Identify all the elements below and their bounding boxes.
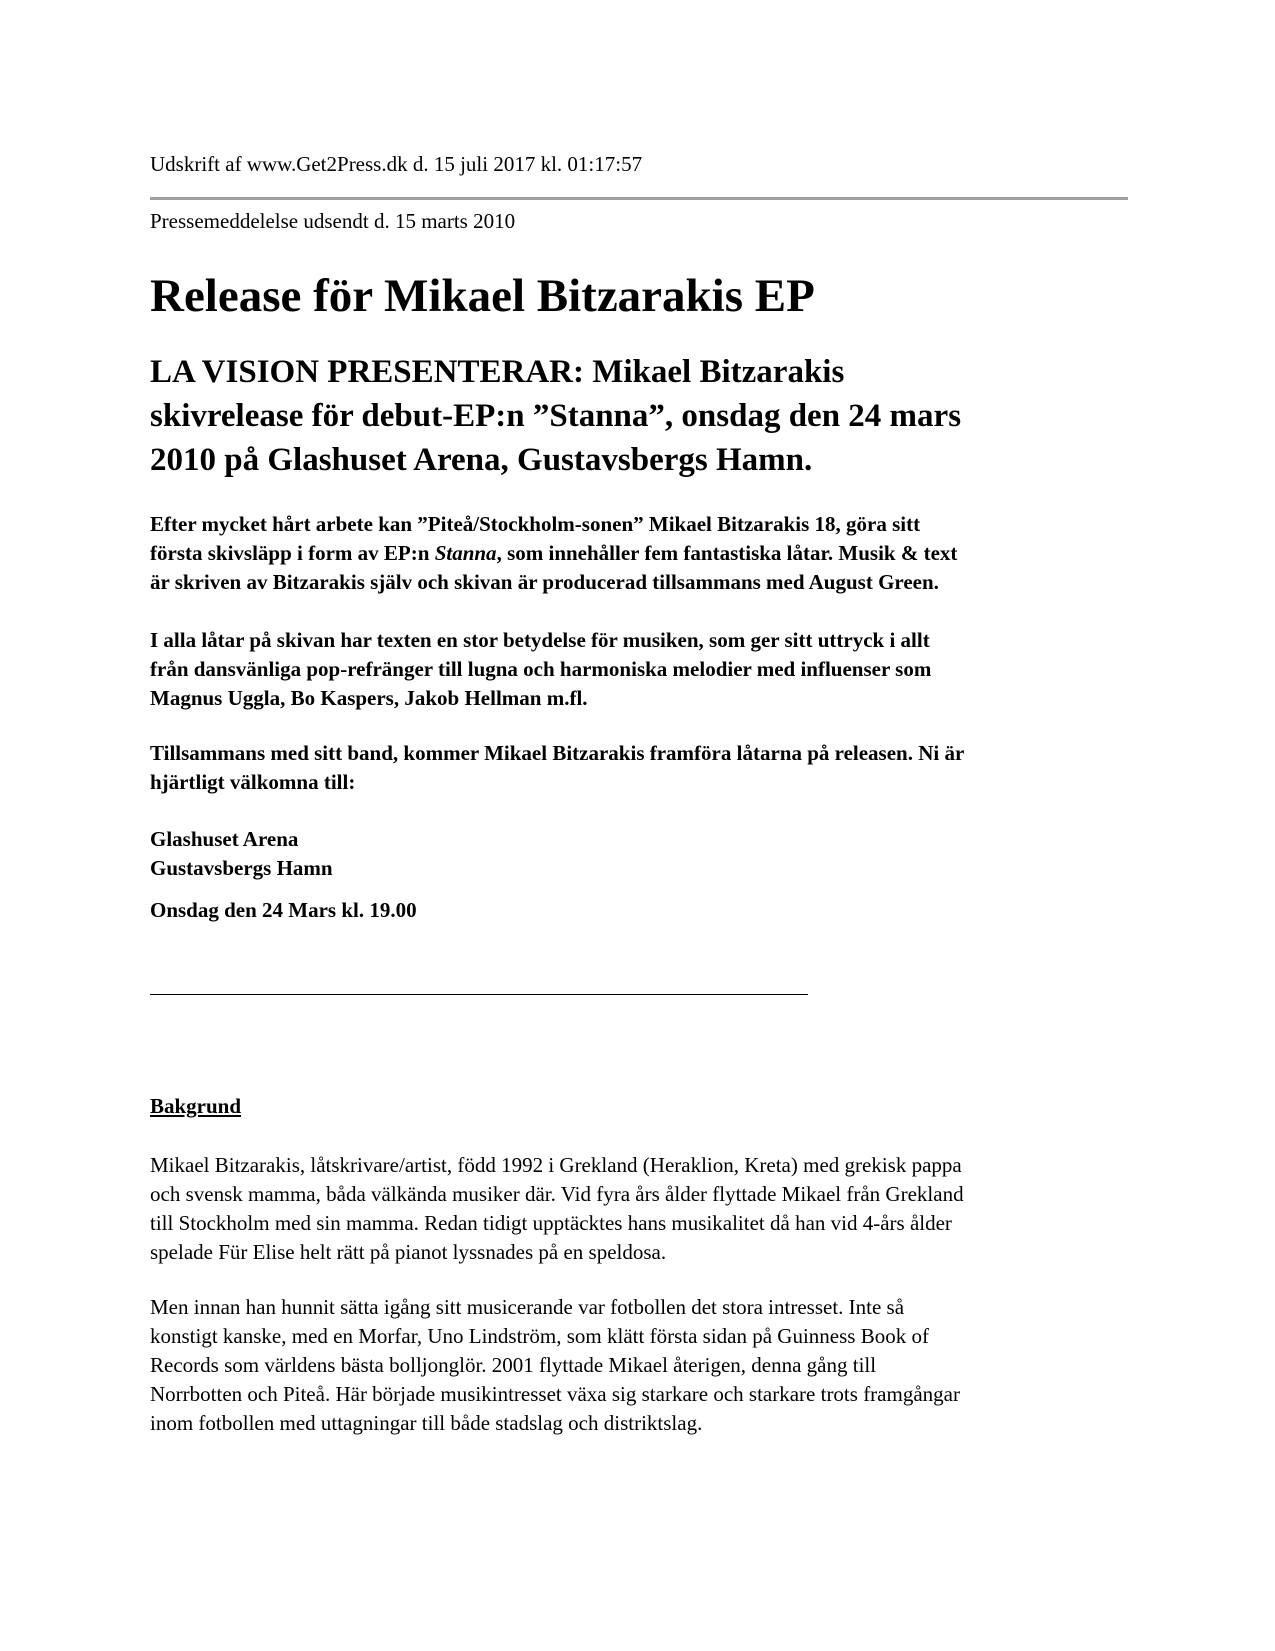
subtitle-line: skivrelease för debut-EP:n ”Stanna”, onsdag den 24 mars — [150, 398, 962, 434]
intro-line — [150, 539, 957, 568]
venue-block — [150, 825, 333, 883]
print-header: Udskrift af www.Get2Press.dk d. 15 juli 2017 kl. 01:17:57 — [150, 152, 643, 176]
section-divider — [150, 994, 808, 995]
page-title: Release för Mikael Bitzarakis EP — [150, 270, 815, 322]
lyrics-paragraph — [150, 626, 931, 713]
subtitle — [150, 350, 1130, 482]
body-line: Men innan han hunnit sätta igång sitt musicerande var fotbollen det stora intresset. Inte så — [150, 1295, 905, 1319]
paragraph-line: hjärtligt välkomna till: — [150, 770, 356, 794]
venue-location: Gustavsbergs Hamn — [150, 856, 333, 880]
subtitle-line: 2010 på Glashuset Arena, Gustavsbergs Hamn. — [150, 442, 813, 478]
sent-date: Pressemeddelelse udsendt d. 15 marts 2010 — [150, 209, 516, 233]
body-line: Records som världens bästa bolljonglör. 2001 flyttade Mikael återigen, denna gång till — [150, 1353, 877, 1377]
intro-line-text: första skivsläpp i form av EP:n — [150, 541, 435, 565]
body-line: konstigt kanske, med en Morfar, Uno Lindström, som klätt första sidan på Guinness Book of — [150, 1324, 929, 1348]
body-line: till Stockholm med sin mamma. Redan tidigt upptäcktes hans musikalitet då han vid 4-års ålder — [150, 1211, 952, 1235]
paragraph-line: från dansvänliga pop-refränger till lugna och harmoniska melodier med influenser som — [150, 657, 932, 681]
intro-line: är skriven av Bitzarakis själv och skivan är producerad tillsammans med August Green. — [150, 570, 939, 594]
body-line: Norrbotten och Piteå. Här började musikintresset växa sig starkare och starkare trots framgångar — [150, 1382, 960, 1406]
header-rule — [150, 197, 1128, 200]
intro-paragraph — [150, 510, 957, 597]
background-heading: Bakgrund — [150, 1094, 242, 1118]
body-line: spelade Für Elise helt rätt på pianot lyssnades på en speldosa. — [150, 1240, 667, 1264]
event-time: Onsdag den 24 Mars kl. 19.00 — [150, 898, 417, 922]
intro-line: Efter mycket hårt arbete kan ”Piteå/Stockholm-sonen” Mikael Bitzarakis 18, göra sitt — [150, 512, 921, 536]
background-paragraph — [150, 1293, 960, 1438]
invitation-paragraph — [150, 739, 964, 797]
body-line: och svensk mamma, båda välkända musiker där. Vid fyra års ålder flyttade Mikael från Grekland — [150, 1182, 964, 1206]
venue-name: Glashuset Arena — [150, 827, 299, 851]
intro-line-text: , som innehåller fem fantastiska låtar. Musik & text — [496, 541, 958, 565]
ep-title: Stanna — [434, 541, 497, 565]
body-line: inom fotbollen med uttagningar till både stadslag och distriktslag. — [150, 1411, 703, 1435]
background-paragraph — [150, 1151, 964, 1267]
paragraph-line: Tillsammans med sitt band, kommer Mikael Bitzarakis framföra låtarna på releasen. Ni är — [150, 741, 965, 765]
paragraph-line: Magnus Uggla, Bo Kaspers, Jakob Hellman m.fl. — [150, 686, 588, 710]
paragraph-line: I alla låtar på skivan har texten en stor betydelse för musiken, som ger sitt uttryck i allt — [150, 628, 930, 652]
body-line: Mikael Bitzarakis, låtskrivare/artist, född 1992 i Grekland (Heraklion, Kreta) med grekisk pappa — [150, 1153, 962, 1177]
subtitle-line: LA VISION PRESENTERAR: Mikael Bitzarakis — [150, 354, 845, 390]
